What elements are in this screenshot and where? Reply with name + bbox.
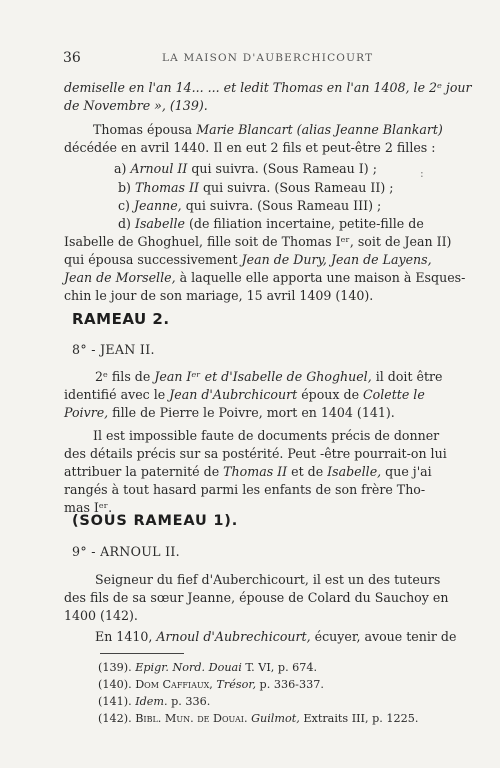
footnote: (139). Epigr. Nord. Douai T. VI, p. 674. [98, 661, 318, 674]
list-item: d) Isabelle (de filiation incertaine, petite-fille de [118, 216, 424, 231]
page-number: 36 [63, 50, 81, 66]
text-line: mas Iᵉʳ. [64, 500, 113, 515]
text-line: décédée en avril 1440. Il en eut 2 fils et peut-être 2 filles : [64, 140, 436, 155]
text-line: Seigneur du fief d'Auberchicourt, il est un des tuteurs [95, 572, 441, 587]
text-line: rangés à tout hasard parmi les enfants de son frère Tho- [64, 482, 426, 497]
text-line: demiselle en l'an 14... ... et ledit Thomas en l'an 1408, le 2ᵉ jour [64, 80, 472, 95]
text-line: Jean de Morselle, à laquelle elle apporta une maison à Esques- [64, 270, 466, 285]
margin-mark: : [420, 167, 424, 180]
text-line: 1400 (142). [64, 608, 138, 623]
text-line: identifié avec le Jean d'Aubrchicourt époux de Colette le [64, 387, 425, 402]
list-item: c) Jeanne, qui suivra. (Sous Rameau III) ; [118, 198, 382, 213]
footnote: (140). Dom Caffiaux, Trésor, p. 336-337. [98, 678, 324, 691]
entry-heading: 8° - JEAN II. [72, 342, 155, 357]
text-line: Isabelle de Ghoghuel, fille soit de Thomas Iᵉʳ, soit de Jean II) [64, 234, 452, 249]
footnote-rule [100, 653, 184, 654]
list-item: a) Arnoul II qui suivra. (Sous Rameau I) ; [114, 161, 377, 176]
entry-heading: 9° - ARNOUL II. [72, 544, 180, 559]
text-line: 2ᵉ fils de Jean Iᵉʳ et d'Isabelle de Ghoghuel, il doit être [95, 369, 443, 384]
text-line: des fils de sa sœur Jeanne, épouse de Colard du Sauchoy en [64, 590, 449, 605]
subsection-heading: (SOUS RAMEAU 1). [72, 513, 239, 529]
text-line: attribuer la paternité de Thomas II et de Isabelle, que j'ai [64, 464, 432, 479]
text-line: Il est impossible faute de documents précis de donner [93, 428, 440, 443]
list-item: b) Thomas II qui suivra. (Sous Rameau II) ; [118, 180, 394, 195]
text-line: qui épousa successivement Jean de Dury, Jean de Layens, [64, 252, 432, 267]
running-title: LA MAISON D'AUBERCHICOURT [162, 52, 374, 64]
text-line: En 1410, Arnoul d'Aubrechicourt, écuyer, avoue tenir de [95, 629, 457, 644]
text-line: Poivre, fille de Pierre le Poivre, mort en 1404 (141). [64, 405, 395, 420]
text-line: de Novembre », (139). [64, 98, 208, 113]
section-heading: RAMEAU 2. [72, 310, 170, 328]
text-line: Thomas épousa Marie Blancart (alias Jeanne Blankart) [93, 122, 443, 137]
text-line: des détails précis sur sa postérité. Peut -être pourrait-on lui [64, 446, 447, 461]
footnote: (142). Bibl. Mun. de Douai. Guilmot, Extraits III, p. 1225. [98, 712, 419, 725]
text-line: chin le jour de son mariage, 15 avril 1409 (140). [64, 288, 374, 303]
footnote: (141). Idem. p. 336. [98, 695, 211, 708]
